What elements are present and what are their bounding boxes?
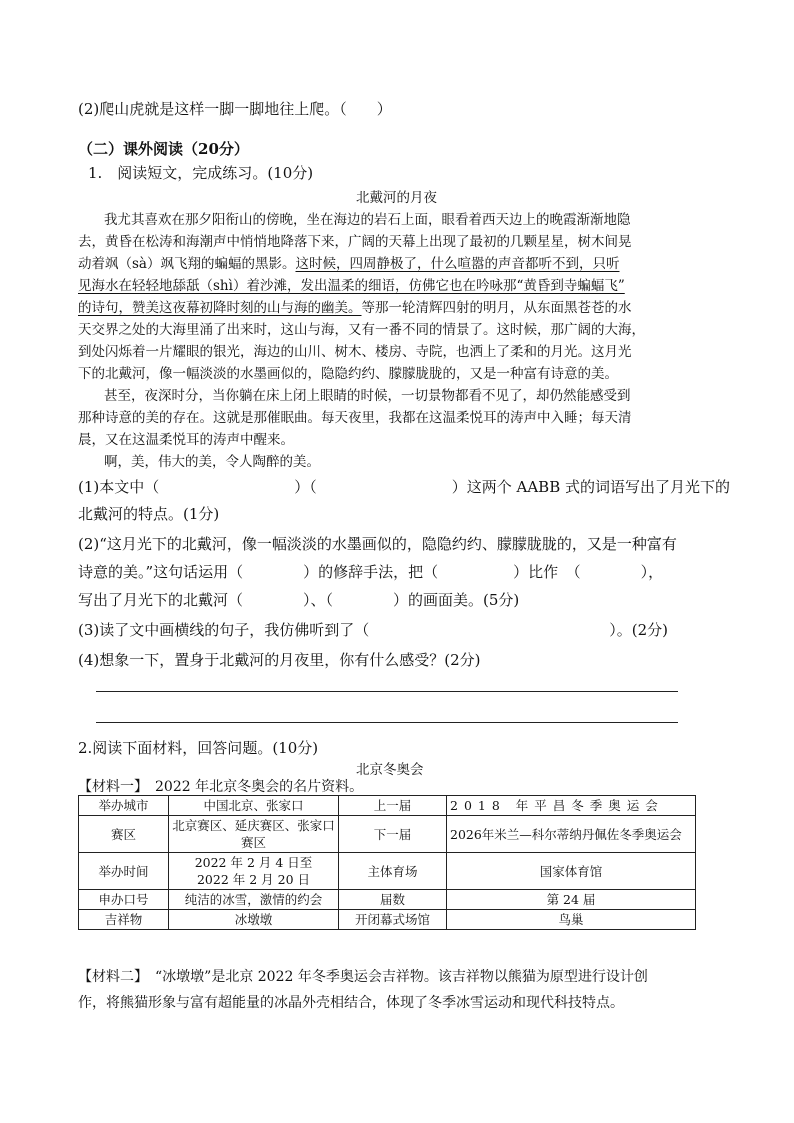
passage-line: 那种诗意的美的存在。这就是那催眠曲。每天夜里，我都在这温柔悦耳的涛声中入睡；每天清 [78, 410, 632, 426]
underlined-sentence: 见海水在轻轻地舔舐（shì）着沙滩，发出温柔的细语，仿佛它也在吟咏那“黄昏到寺蝙蝠飞” [78, 278, 625, 294]
table-cell: 赛区 [79, 816, 169, 853]
table-cell: 举办时间 [79, 853, 169, 890]
table-cell: 北京赛区、延庆赛区、张家口赛区 [169, 816, 339, 853]
passage-line: 到处闪烁着一片耀眼的银光，海边的山川、树木、楼房、寺院，也洒上了柔和的月光。这月光 [78, 344, 632, 360]
table-cell: 国家体育馆 [447, 853, 696, 890]
passage-title: 北戴河的月夜 [356, 190, 437, 206]
passage-line: 下的北戴河，像一幅淡淡的水墨画似的，隐隐约约、朦朦胧胧的，又是一种富有诗意的美。 [78, 366, 618, 382]
passage-line [78, 252, 619, 272]
table-cell: 主体育场 [339, 853, 447, 890]
question-1-intro: 1. 阅读短文，完成练习。(10分) [88, 164, 314, 182]
table-cell: 举办城市 [79, 796, 169, 816]
table-cell: 鸟巢 [447, 910, 696, 930]
underlined-sentence: 的诗句，赞美这夜幕初降时刻的山与海的幽美。 [78, 300, 362, 316]
info-table [78, 795, 696, 930]
passage-line: 去，黄昏在松涛和海潮声中悄悄地降落下来，广阔的天幕上出现了最初的几颗星星，树木间晃 [78, 234, 632, 250]
table-cell: 下一届 [339, 816, 447, 853]
question-2-statement: (2)爬山虎就是这样一脚一脚地往上爬。（ ） [78, 100, 392, 118]
question-1-3: (3)读了文中画横线的句子，我仿佛听到了（ ）。(2分) [78, 621, 668, 639]
material-2-line: 【材料二】 “冰墩墩”是北京 2022 年冬季奥运会吉祥物。该吉祥物以熊猫为原型进行设计创 [78, 969, 648, 985]
answer-line[interactable] [96, 722, 678, 723]
question-1-1-cont: 北戴河的特点。(1分) [78, 505, 220, 523]
table-cell: 上一届 [339, 796, 447, 816]
table-row [79, 890, 696, 910]
table-cell: 吉祥物 [79, 910, 169, 930]
table-cell: 2022 年 2 月 4 日至 2022 年 2 月 20 日 [169, 853, 339, 890]
passage-line: 啊，美，伟大的美，令人陶醉的美。 [104, 454, 320, 470]
table-cell: 中国北京、张家口 [169, 796, 339, 816]
passage-line: 晨，又在这温柔悦耳的涛声中醒来。 [78, 432, 294, 448]
material-title: 北京冬奥会 [356, 762, 424, 778]
material-1-label: 【材料一】 2022 年北京冬奥会的名片资料。 [78, 779, 364, 795]
table-cell: 2018 年平昌冬季奥运会 [447, 796, 696, 816]
section-title: （二）课外阅读（20分） [78, 140, 249, 158]
passage-line [78, 296, 632, 316]
question-1-4: (4)想象一下，置身于北戴河的月夜里，你有什么感受？(2分) [78, 651, 481, 669]
table-cell: 开闭幕式场馆 [339, 910, 447, 930]
table-cell: 冰墩墩 [169, 910, 339, 930]
question-1-1: (1)本文中（ ）（ ）这两个 AABB 式的词语写出了月光下的 [78, 478, 730, 496]
passage-line: 甚至，夜深时分，当你躺在床上闭上眼睛的时候，一切景物都看不见了，却仍然能感受到 [104, 388, 631, 404]
underlined-sentence: 这时候，四周静极了，什么喧嚣的声音都听不到，只听 [295, 256, 620, 272]
answer-line[interactable] [96, 691, 678, 692]
question-1-2: (2)“这月光下的北戴河，像一幅淡淡的水墨画似的，隐隐约约、朦朦胧胧的，又是一种富有 [78, 535, 677, 553]
passage-text: 等那一轮清辉四射的明月，从东面黑苍苍的水 [361, 300, 632, 316]
passage-text: 动着飒（sà）飒飞翔的蝙蝠的黑影。 [78, 256, 296, 272]
table-cell: 届数 [339, 890, 447, 910]
passage-line: 天交界之处的大海里涌了出来时，这山与海，又有一番不同的情景了。这时候，那广阔的大海， [78, 322, 645, 338]
table-cell: 纯洁的冰雪，激情的约会 [169, 890, 339, 910]
material-2-line: 作，将熊猫形象与富有超能量的冰晶外壳相结合，体现了冬季冰雪运动和现代科技特点。 [78, 995, 624, 1011]
passage-line: 我尤其喜欢在那夕阳衔山的傍晚，坐在海边的岩石上面，眼看着西天边上的晚霞渐渐地隐 [104, 212, 631, 228]
question-1-2-cont: 写出了月光下的北戴河（ ）、（ ）的画面美。(5分) [78, 591, 520, 609]
table-cell: 2026年米兰—科尔蒂纳丹佩佐冬季奥运会 [447, 816, 696, 853]
table-row [79, 910, 696, 930]
table-row [79, 853, 696, 890]
question-2-intro: 2.阅读下面材料，回答问题。(10分) [78, 739, 319, 757]
table-row [79, 816, 696, 853]
question-1-2-cont: 诗意的美。”这句话运用（ ）的修辞手法，把（ ）比作 （ ）， [78, 563, 664, 581]
table-cell: 申办口号 [79, 890, 169, 910]
table-row [79, 796, 696, 816]
table-cell: 第 24 届 [447, 890, 696, 910]
